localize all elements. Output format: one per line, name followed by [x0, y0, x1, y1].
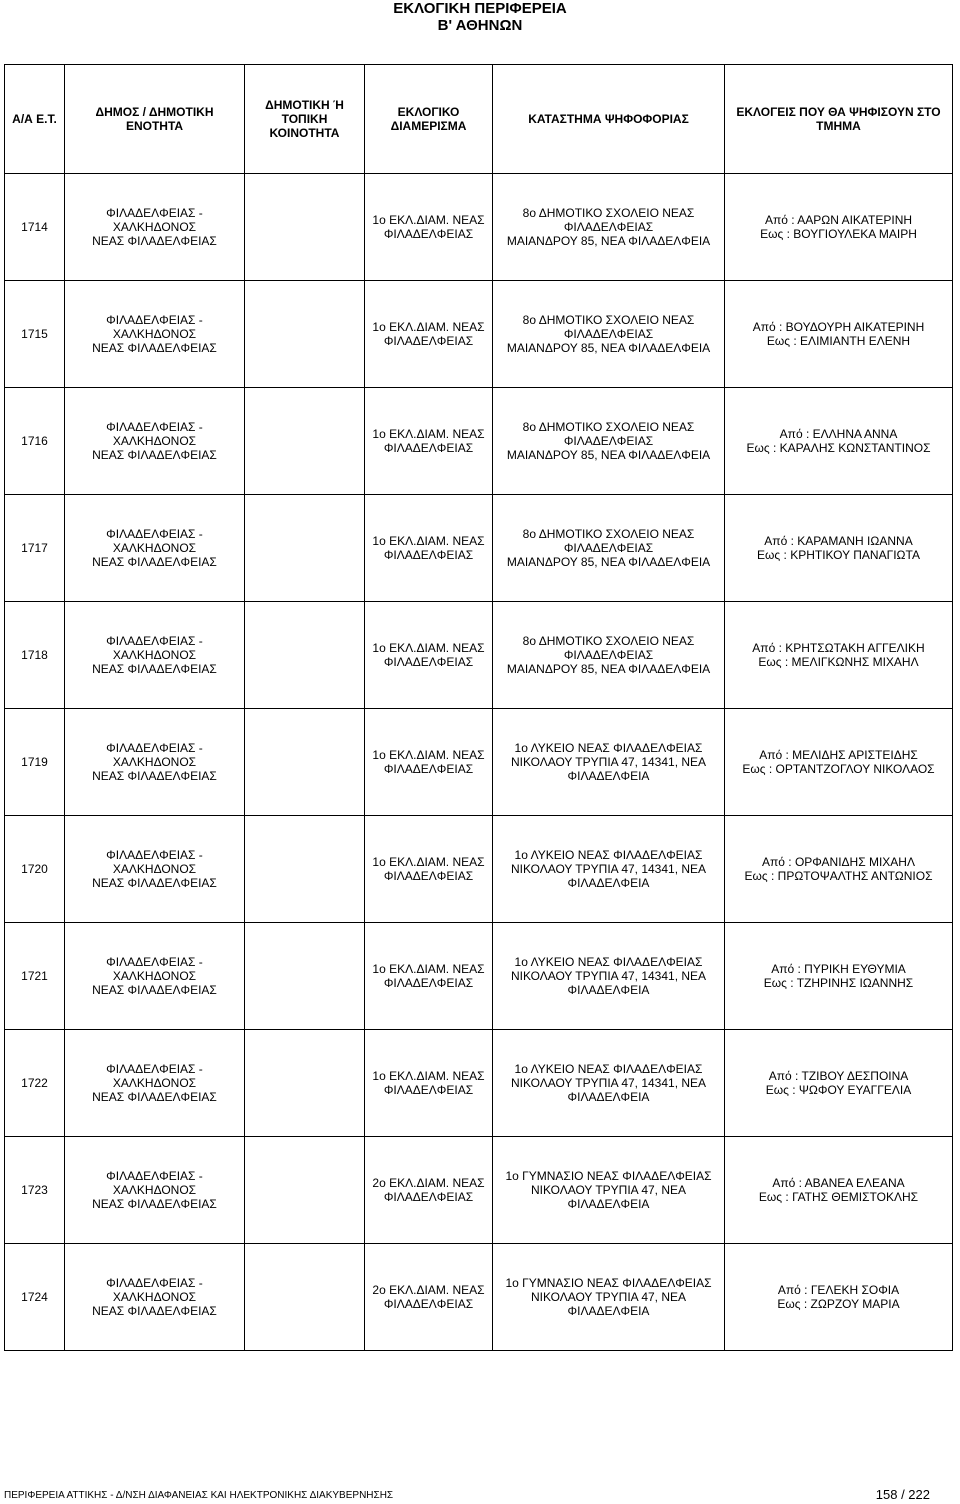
- table-row: [5, 1030, 953, 1137]
- row-id: 1724: [5, 1244, 65, 1351]
- row-voters: Από : ΠΥΡΙΚΗ ΕΥΘΥΜΙΑ Εως : ΤΖΗΡΙΝΗΣ ΙΩΑΝΝΗΣ: [725, 923, 953, 1030]
- row-community: [245, 174, 365, 281]
- row-community: [245, 1244, 365, 1351]
- column-header-aa: Α/Α Ε.Τ.: [5, 65, 65, 174]
- table-row: [5, 495, 953, 602]
- row-voters: Από : ΤΖΙΒΟΥ ΔΕΣΠΟΙΝΑ Εως : ΨΩΦΟΥ ΕΥΑΓΓΕΛΙΑ: [725, 1030, 953, 1137]
- column-header-station: ΚΑΤΑΣΤΗΜΑ ΨΗΦΟΦΟΡΙΑΣ: [493, 65, 725, 174]
- row-station: 1ο ΓΥΜΝΑΣΙΟ ΝΕΑΣ ΦΙΛΑΔΕΛΦΕΙΑΣ ΝΙΚΟΛΑΟΥ ΤΡΥΠΙΑ 47, ΝΕΑ ΦΙΛΑΔΕΛΦΕΙΑ: [493, 1244, 725, 1351]
- row-municipality: ΦΙΛΑΔΕΛΦΕΙΑΣ - ΧΑΛΚΗΔΟΝΟΣ ΝΕΑΣ ΦΙΛΑΔΕΛΦΕΙΑΣ: [65, 1137, 245, 1244]
- row-voters: Από : ΟΡΦΑΝΙΔΗΣ ΜΙΧΑΗΛ Εως : ΠΡΩΤΟΨΑΛΤΗΣ ΑΝΤΩΝΙΟΣ: [725, 816, 953, 923]
- table-row: [5, 923, 953, 1030]
- document-title: ΕΚΛΟΓΙΚΗ ΠΕΡΙΦΕΡΕΙΑ: [393, 0, 567, 17]
- row-station: 8ο ΔΗΜΟΤΙΚΟ ΣΧΟΛΕΙΟ ΝΕΑΣ ΦΙΛΑΔΕΛΦΕΙΑΣ ΜΑΙΑΝΔΡΟΥ 85, ΝΕΑ ΦΙΛΑΔΕΛΦΕΙΑ: [493, 174, 725, 281]
- row-id: 1719: [5, 709, 65, 816]
- row-station: 1ο ΛΥΚΕΙΟ ΝΕΑΣ ΦΙΛΑΔΕΛΦΕΙΑΣ ΝΙΚΟΛΑΟΥ ΤΡΥΠΙΑ 47, 14341, ΝΕΑ ΦΙΛΑΔΕΛΦΕΙΑ: [493, 923, 725, 1030]
- row-id: 1715: [5, 281, 65, 388]
- row-id: 1716: [5, 388, 65, 495]
- row-district: 1ο ΕΚΛ.ΔΙΑΜ. ΝΕΑΣ ΦΙΛΑΔΕΛΦΕΙΑΣ: [365, 709, 493, 816]
- row-id: 1721: [5, 923, 65, 1030]
- column-header-voters: ΕΚΛΟΓΕΙΣ ΠΟΥ ΘΑ ΨΗΦΙΣΟΥΝ ΣΤΟ ΤΜΗΜΑ: [725, 65, 953, 174]
- row-district: 1ο ΕΚΛ.ΔΙΑΜ. ΝΕΑΣ ΦΙΛΑΔΕΛΦΕΙΑΣ: [365, 281, 493, 388]
- row-district: 1ο ΕΚΛ.ΔΙΑΜ. ΝΕΑΣ ΦΙΛΑΔΕΛΦΕΙΑΣ: [365, 816, 493, 923]
- table-row: [5, 1244, 953, 1351]
- table-row: [5, 816, 953, 923]
- table-row: [5, 602, 953, 709]
- row-district: 1ο ΕΚΛ.ΔΙΑΜ. ΝΕΑΣ ΦΙΛΑΔΕΛΦΕΙΑΣ: [365, 495, 493, 602]
- row-municipality: ΦΙΛΑΔΕΛΦΕΙΑΣ - ΧΑΛΚΗΔΟΝΟΣ ΝΕΑΣ ΦΙΛΑΔΕΛΦΕΙΑΣ: [65, 816, 245, 923]
- row-station: 1ο ΛΥΚΕΙΟ ΝΕΑΣ ΦΙΛΑΔΕΛΦΕΙΑΣ ΝΙΚΟΛΑΟΥ ΤΡΥΠΙΑ 47, 14341, ΝΕΑ ΦΙΛΑΔΕΛΦΕΙΑ: [493, 1030, 725, 1137]
- row-community: [245, 816, 365, 923]
- row-municipality: ΦΙΛΑΔΕΛΦΕΙΑΣ - ΧΑΛΚΗΔΟΝΟΣ ΝΕΑΣ ΦΙΛΑΔΕΛΦΕΙΑΣ: [65, 1244, 245, 1351]
- row-community: [245, 709, 365, 816]
- table-row: [5, 281, 953, 388]
- row-station: 8ο ΔΗΜΟΤΙΚΟ ΣΧΟΛΕΙΟ ΝΕΑΣ ΦΙΛΑΔΕΛΦΕΙΑΣ ΜΑΙΑΝΔΡΟΥ 85, ΝΕΑ ΦΙΛΑΔΕΛΦΕΙΑ: [493, 388, 725, 495]
- row-voters: Από : ΓΕΛΕΚΗ ΣΟΦΙΑ Εως : ΖΩΡΖΟΥ ΜΑΡΙΑ: [725, 1244, 953, 1351]
- row-community: [245, 281, 365, 388]
- row-district: 1ο ΕΚΛ.ΔΙΑΜ. ΝΕΑΣ ΦΙΛΑΔΕΛΦΕΙΑΣ: [365, 174, 493, 281]
- document-subtitle: Β' ΑΘΗΝΩΝ: [437, 17, 523, 34]
- row-voters: Από : ΑΒΑΝΕΑ ΕΛΕΑΝΑ Εως : ΓΑΤΗΣ ΘΕΜΙΣΤΟΚΛΗΣ: [725, 1137, 953, 1244]
- row-municipality: ΦΙΛΑΔΕΛΦΕΙΑΣ - ΧΑΛΚΗΔΟΝΟΣ ΝΕΑΣ ΦΙΛΑΔΕΛΦΕΙΑΣ: [65, 281, 245, 388]
- footer-text: ΠΕΡΙΦΕΡΕΙΑ ΑΤΤΙΚΗΣ - Δ/ΝΣΗ ΔΙΑΦΑΝΕΙΑΣ ΚΑΙ ΗΛΕΚΤΡΟΝΙΚΗΣ ΔΙΑΚΥΒΕΡΝΗΣΗΣ: [4, 1490, 394, 1501]
- table-header-row: [5, 65, 953, 174]
- row-community: [245, 388, 365, 495]
- row-voters: Από : ΚΡΗΤΣΩΤΑΚΗ ΑΓΓΕΛΙΚΗ Εως : ΜΕΛΙΓΚΩΝΗΣ ΜΙΧΑΗΛ: [725, 602, 953, 709]
- row-district: 1ο ΕΚΛ.ΔΙΑΜ. ΝΕΑΣ ΦΙΛΑΔΕΛΦΕΙΑΣ: [365, 1030, 493, 1137]
- row-voters: Από : ΑΑΡΩΝ ΑΙΚΑΤΕΡΙΝΗ Εως : ΒΟΥΓΙΟΥΛΕΚΑ ΜΑΙΡΗ: [725, 174, 953, 281]
- row-community: [245, 602, 365, 709]
- row-voters: Από : ΕΛΛΗΝΑ ΑΝΝΑ Εως : ΚΑΡΑΛΗΣ ΚΩΝΣΤΑΝΤΙΝΟΣ: [725, 388, 953, 495]
- row-station: 8ο ΔΗΜΟΤΙΚΟ ΣΧΟΛΕΙΟ ΝΕΑΣ ΦΙΛΑΔΕΛΦΕΙΑΣ ΜΑΙΑΝΔΡΟΥ 85, ΝΕΑ ΦΙΛΑΔΕΛΦΕΙΑ: [493, 602, 725, 709]
- row-id: 1720: [5, 816, 65, 923]
- row-community: [245, 495, 365, 602]
- table-row: [5, 1137, 953, 1244]
- row-district: 1ο ΕΚΛ.ΔΙΑΜ. ΝΕΑΣ ΦΙΛΑΔΕΛΦΕΙΑΣ: [365, 602, 493, 709]
- row-district: 1ο ΕΚΛ.ΔΙΑΜ. ΝΕΑΣ ΦΙΛΑΔΕΛΦΕΙΑΣ: [365, 923, 493, 1030]
- polling-stations-table: [4, 64, 953, 1351]
- row-municipality: ΦΙΛΑΔΕΛΦΕΙΑΣ - ΧΑΛΚΗΔΟΝΟΣ ΝΕΑΣ ΦΙΛΑΔΕΛΦΕΙΑΣ: [65, 923, 245, 1030]
- row-voters: Από : ΜΕΛΙΔΗΣ ΑΡΙΣΤΕΙΔΗΣ Εως : ΟΡΤΑΝΤΖΟΓΛΟΥ ΝΙΚΟΛΑΟΣ: [725, 709, 953, 816]
- row-municipality: ΦΙΛΑΔΕΛΦΕΙΑΣ - ΧΑΛΚΗΔΟΝΟΣ ΝΕΑΣ ΦΙΛΑΔΕΛΦΕΙΑΣ: [65, 709, 245, 816]
- row-id: 1717: [5, 495, 65, 602]
- row-voters: Από : ΚΑΡΑΜΑΝΗ ΙΩΑΝΝΑ Εως : ΚΡΗΤΙΚΟΥ ΠΑΝΑΓΙΩΤΑ: [725, 495, 953, 602]
- row-id: 1723: [5, 1137, 65, 1244]
- column-header-municipality: ΔΗΜΟΣ / ΔΗΜΟΤΙΚΗ ΕΝΟΤΗΤΑ: [65, 65, 245, 174]
- row-community: [245, 1030, 365, 1137]
- row-district: 1ο ΕΚΛ.ΔΙΑΜ. ΝΕΑΣ ΦΙΛΑΔΕΛΦΕΙΑΣ: [365, 388, 493, 495]
- row-municipality: ΦΙΛΑΔΕΛΦΕΙΑΣ - ΧΑΛΚΗΔΟΝΟΣ ΝΕΑΣ ΦΙΛΑΔΕΛΦΕΙΑΣ: [65, 495, 245, 602]
- row-district: 2ο ΕΚΛ.ΔΙΑΜ. ΝΕΑΣ ΦΙΛΑΔΕΛΦΕΙΑΣ: [365, 1137, 493, 1244]
- row-municipality: ΦΙΛΑΔΕΛΦΕΙΑΣ - ΧΑΛΚΗΔΟΝΟΣ ΝΕΑΣ ΦΙΛΑΔΕΛΦΕΙΑΣ: [65, 388, 245, 495]
- page-number: 158 / 222: [875, 1487, 930, 1502]
- row-id: 1714: [5, 174, 65, 281]
- table-row: [5, 174, 953, 281]
- row-station: 8ο ΔΗΜΟΤΙΚΟ ΣΧΟΛΕΙΟ ΝΕΑΣ ΦΙΛΑΔΕΛΦΕΙΑΣ ΜΑΙΑΝΔΡΟΥ 85, ΝΕΑ ΦΙΛΑΔΕΛΦΕΙΑ: [493, 495, 725, 602]
- row-id: 1718: [5, 602, 65, 709]
- row-community: [245, 1137, 365, 1244]
- row-district: 2ο ΕΚΛ.ΔΙΑΜ. ΝΕΑΣ ΦΙΛΑΔΕΛΦΕΙΑΣ: [365, 1244, 493, 1351]
- row-station: 8ο ΔΗΜΟΤΙΚΟ ΣΧΟΛΕΙΟ ΝΕΑΣ ΦΙΛΑΔΕΛΦΕΙΑΣ ΜΑΙΑΝΔΡΟΥ 85, ΝΕΑ ΦΙΛΑΔΕΛΦΕΙΑ: [493, 281, 725, 388]
- row-voters: Από : ΒΟΥΔΟΥΡΗ ΑΙΚΑΤΕΡΙΝΗ Εως : ΕΛΙΜΙΑΝΤΗ ΕΛΕΝΗ: [725, 281, 953, 388]
- row-municipality: ΦΙΛΑΔΕΛΦΕΙΑΣ - ΧΑΛΚΗΔΟΝΟΣ ΝΕΑΣ ΦΙΛΑΔΕΛΦΕΙΑΣ: [65, 174, 245, 281]
- table-row: [5, 388, 953, 495]
- row-community: [245, 923, 365, 1030]
- row-id: 1722: [5, 1030, 65, 1137]
- row-station: 1ο ΓΥΜΝΑΣΙΟ ΝΕΑΣ ΦΙΛΑΔΕΛΦΕΙΑΣ ΝΙΚΟΛΑΟΥ ΤΡΥΠΙΑ 47, ΝΕΑ ΦΙΛΑΔΕΛΦΕΙΑ: [493, 1137, 725, 1244]
- document-header: [0, 0, 960, 34]
- column-header-community: ΔΗΜΟΤΙΚΗ Ή ΤΟΠΙΚΗ ΚΟΙΝΟΤΗΤΑ: [245, 65, 365, 174]
- row-station: 1ο ΛΥΚΕΙΟ ΝΕΑΣ ΦΙΛΑΔΕΛΦΕΙΑΣ ΝΙΚΟΛΑΟΥ ΤΡΥΠΙΑ 47, 14341, ΝΕΑ ΦΙΛΑΔΕΛΦΕΙΑ: [493, 709, 725, 816]
- table-row: [5, 709, 953, 816]
- column-header-district: ΕΚΛΟΓΙΚΟ ΔΙΑΜΕΡΙΣΜΑ: [365, 65, 493, 174]
- row-municipality: ΦΙΛΑΔΕΛΦΕΙΑΣ - ΧΑΛΚΗΔΟΝΟΣ ΝΕΑΣ ΦΙΛΑΔΕΛΦΕΙΑΣ: [65, 1030, 245, 1137]
- row-station: 1ο ΛΥΚΕΙΟ ΝΕΑΣ ΦΙΛΑΔΕΛΦΕΙΑΣ ΝΙΚΟΛΑΟΥ ΤΡΥΠΙΑ 47, 14341, ΝΕΑ ΦΙΛΑΔΕΛΦΕΙΑ: [493, 816, 725, 923]
- row-municipality: ΦΙΛΑΔΕΛΦΕΙΑΣ - ΧΑΛΚΗΔΟΝΟΣ ΝΕΑΣ ΦΙΛΑΔΕΛΦΕΙΑΣ: [65, 602, 245, 709]
